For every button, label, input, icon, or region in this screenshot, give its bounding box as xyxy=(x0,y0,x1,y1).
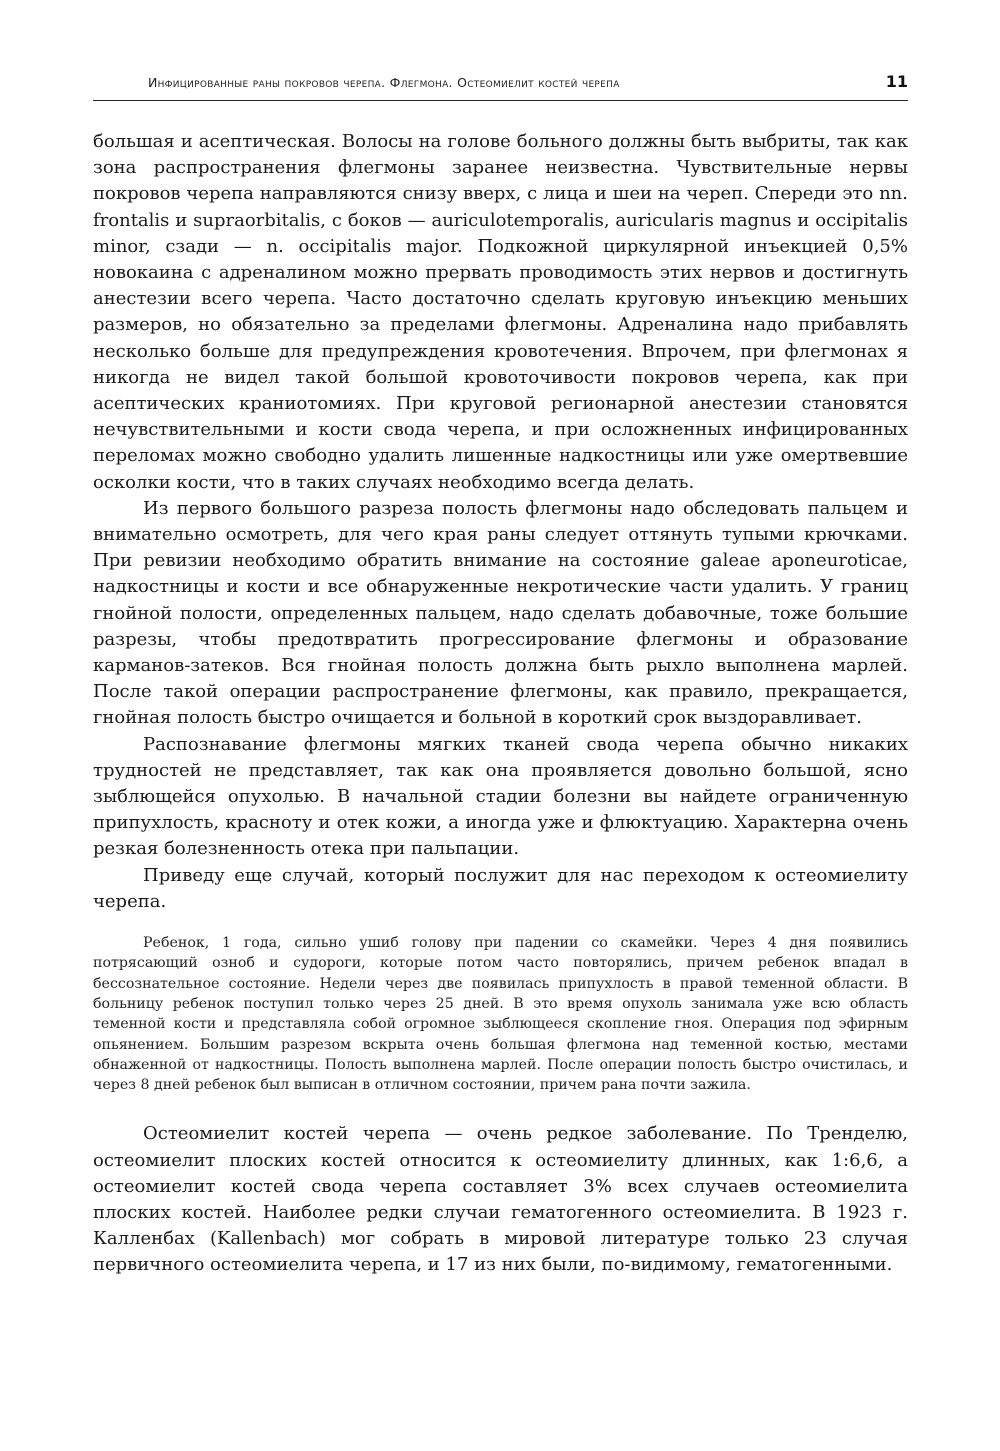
paragraph: Распознавание флегмоны мягких тканей свода черепа обычно никаких трудностей не представляет, так как она проявляется довольно большой, ясно зыблющейся опухолью. В начальной стадии болезни вы найдете ограниченную припухлость, красноту и отек кожи, а иногда уже и флюктуацию. Характерна очень резкая болезненность отека при пальпации. xyxy=(93,733,908,860)
paragraph-continued: большая и асептическая. Волосы на голове больного должны быть выбриты, так как зона распространения флегмоны заранее неизвестна. Чувствительные нервы покровов черепа направляются снизу вверх, с лица и шеи на череп. Спереди это nn. frontalis и supraorbitalis, с боков — auriculotemporalis, auricularis magnus и occipitalis minor, сзади — n. occipitalis major. Подкожной циркулярной инъекцией 0,5% новокаина с адреналином можно прервать проводимость этих нервов и достигнуть анестезии всего черепа. Часто достаточно сделать круговую инъекцию меньших размеров, но обязательно за пределами флегмоны. Адреналина надо прибавлять несколько больше для предупреждения кровотечения. Впрочем, при флегмонах я никогда не видел такой большой кровоточивости покровов черепа, как при асептических краниотомиях. При круговой регионарной анестезии становятся нечувствительными и кости свода черепа, и при осложненных инфицированных переломах можно свободно удалить лишенные надкостницы или уже омертвевшие осколки кости, что в таких случаях необходимо всегда делать. xyxy=(93,131,908,493)
page-number: 11 xyxy=(885,72,908,91)
main-text xyxy=(93,129,908,915)
paragraph: Приведу еще случай, который послужит для нас переходом к остеомиелиту черепа. xyxy=(93,864,908,912)
running-header xyxy=(93,70,908,101)
case-report-small-print: Ребенок, 1 года, сильно ушиб голову при падении со скамейки. Через 4 дня появились потрясающий озноб и судороги, которые потом часто повторялись, причем ребенок впадал в бессознательное состояние. Недели через две появилась припухлость в правой теменной области. В больницу ребенок поступил только через 25 дней. В это время опухоль занимала уже всю область теменной кости и представляла собой огромное зыблющееся скопление гноя. Операция под эфирным опьянением. Большим разрезом вскрыта очень большая флегмона над теменной костью, местами обнаженной от надкостницы. Полость выполнена марлей. После операции полость быстро очистилась, и через 8 дней ребенок был выписан в отличном состоянии, причем рана почти зажила. xyxy=(93,935,908,1094)
closing-text xyxy=(93,1121,908,1278)
running-title: Инфицированные раны покровов черепа. Флегмона. Остеомиелит костей черепа xyxy=(148,75,620,90)
paragraph: Из первого большого разреза полость флегмоны надо обследовать пальцем и внимательно осмотреть, для чего края раны следует оттянуть тупыми крючками. При ревизии необходимо обратить внимание на состояние galeae aponeuroticae, надкостницы и кости и все обнаруженные некротические части удалить. У границ гнойной полости, определенных пальцем, надо сделать добавочные, тоже большие разрезы, чтобы предотвратить прогрессирование флегмоны и образование карманов-затеков. Вся гнойная полость должна быть рыхло выполнена марлей. После такой операции распространение флегмоны, как правило, прекращается, гнойная полость быстро очищается и больной в короткий срок выздоравливает. xyxy=(93,497,908,729)
paragraph: Остеомиелит костей черепа — очень редкое заболевание. По Тренделю, остеомиелит плоских костей относится к остеомиелиту длинных, как 1:6,6, а остеомиелит костей свода черепа составляет 3% всех случаев остеомиелита плоских костей. Наиболее редки случаи гематогенного остеомиелита. В 1923 г. Калленбах (Kallenbach) мог собрать в мировой литературе только 23 случая первичного остеомиелита черепа, и 17 из них были, по-видимому, гематогенными. xyxy=(93,1123,908,1276)
book-page xyxy=(93,70,908,1279)
